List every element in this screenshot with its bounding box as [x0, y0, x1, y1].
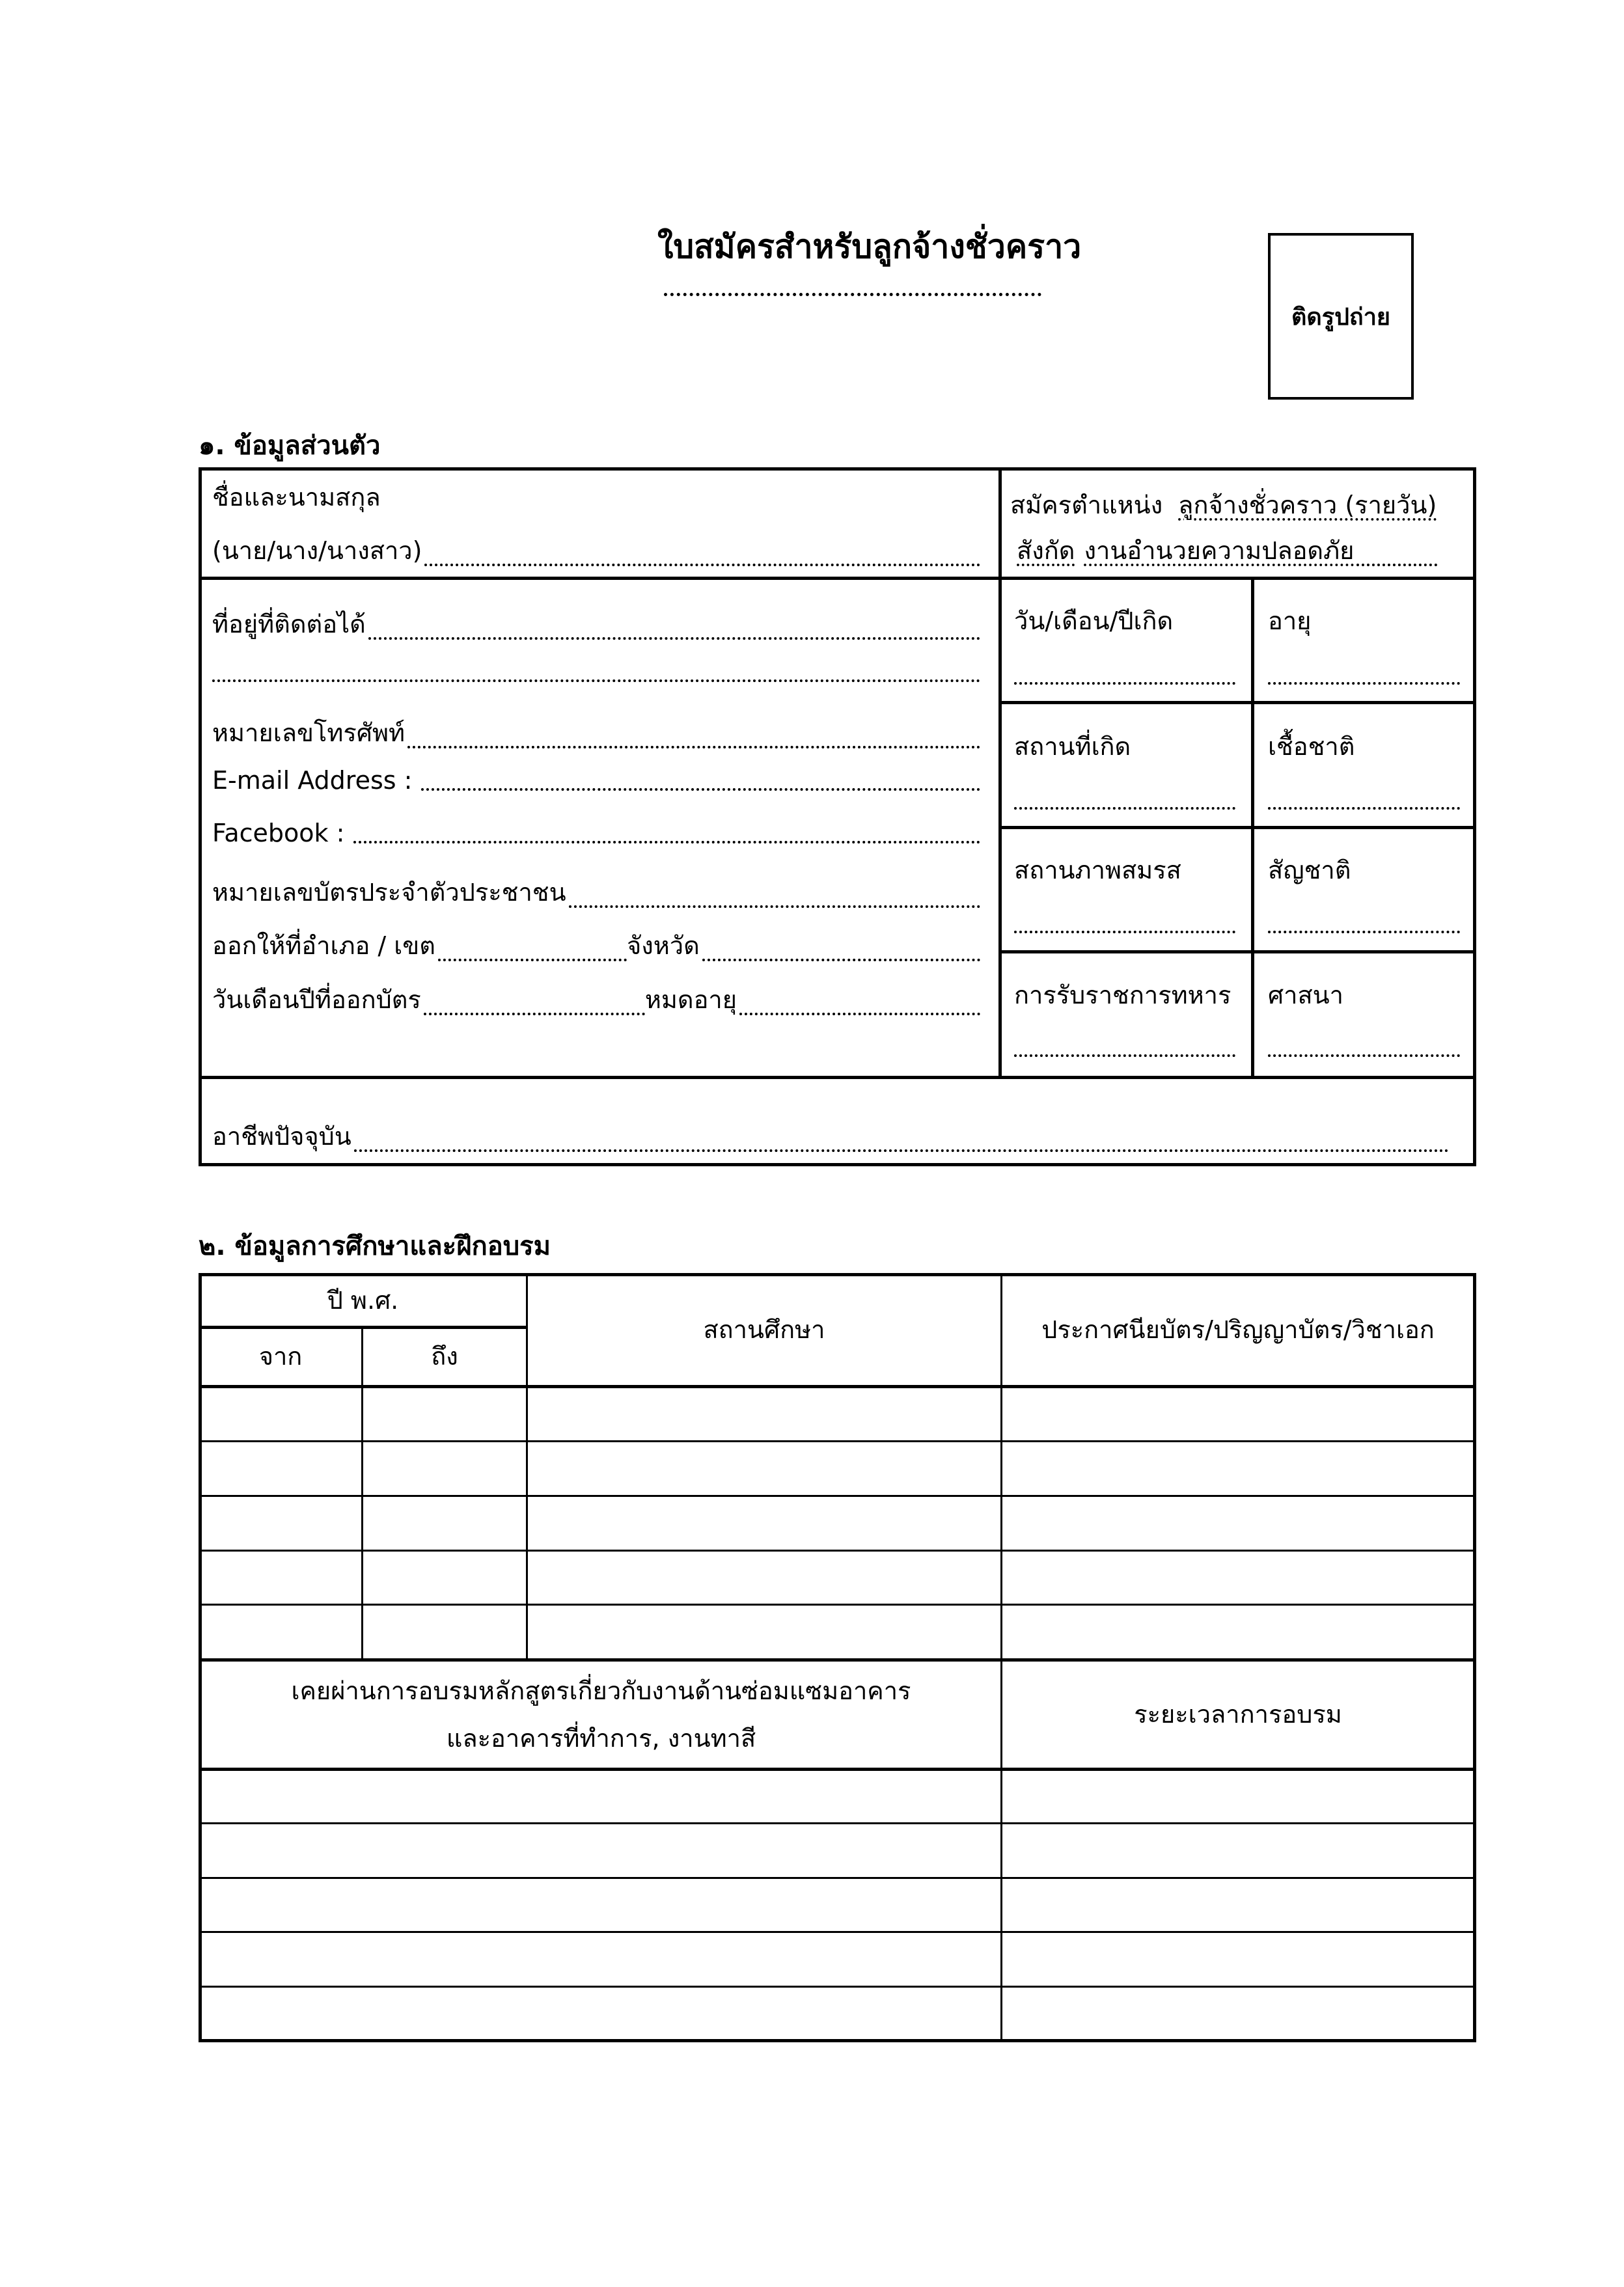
nationality-label: สัญชาติ	[1268, 856, 1351, 884]
education-degree-cell[interactable]	[1002, 1497, 1473, 1549]
training-duration-cell[interactable]	[1002, 1771, 1473, 1822]
military-input-line[interactable]	[1014, 1049, 1235, 1057]
occupation-field[interactable]	[212, 1116, 1449, 1156]
nationality-input-line[interactable]	[1268, 925, 1460, 933]
address-input-line-2[interactable]	[212, 674, 980, 682]
degree-header: ประกาศนียบัตร/ปริญญาบัตร/วิชาเอก	[1041, 1315, 1435, 1344]
form-title: ใบสมัครสำหรับลูกจ้างชั่วคราว	[657, 228, 1082, 266]
military-label: การรับราชการทหาร	[1014, 981, 1232, 1009]
from-header: จาก	[258, 1341, 303, 1371]
issue-date-input-line[interactable]	[424, 1013, 645, 1015]
occupation-input-line[interactable]	[354, 1149, 1449, 1152]
department-field[interactable]	[1017, 530, 1437, 570]
training-duration-header: ระยะเวลาการอบรม	[1134, 1700, 1342, 1729]
id-card-input-line[interactable]	[569, 905, 980, 908]
issue-date-label: วันเดือนปีที่ออกบัตร	[212, 985, 421, 1014]
photo-box	[1268, 233, 1414, 400]
birthplace-label: สถานที่เกิด	[1014, 732, 1131, 761]
training-course-cell[interactable]	[202, 1933, 1000, 1985]
age-input-line[interactable]	[1268, 677, 1460, 685]
education-degree-cell[interactable]	[1002, 1552, 1473, 1604]
name-label: ชื่อและนามสกุล	[212, 483, 381, 512]
phone-field[interactable]	[212, 713, 980, 752]
email-field[interactable]	[212, 766, 980, 795]
training-course-header	[202, 1662, 1000, 1768]
education-institution-cell[interactable]	[528, 1606, 1000, 1658]
address-field[interactable]	[212, 604, 980, 644]
education-degree-cell[interactable]	[1002, 1606, 1473, 1658]
name-prefix-label: (นาย/นาง/นางสาว)	[212, 536, 422, 565]
education-to-cell[interactable]	[363, 1442, 526, 1494]
address-input-line-1[interactable]	[368, 637, 980, 640]
training-duration-cell[interactable]	[1002, 1988, 1473, 2039]
training-duration-cell[interactable]	[1002, 1879, 1473, 1931]
email-label: E-mail Address :	[212, 766, 413, 795]
province-input-line[interactable]	[702, 959, 980, 961]
training-course-cell[interactable]	[202, 1879, 1000, 1931]
birthplace-input-line[interactable]	[1014, 802, 1235, 810]
education-to-cell[interactable]	[363, 1388, 526, 1440]
education-to-cell[interactable]	[363, 1552, 526, 1604]
issued-district-input-line[interactable]	[438, 959, 627, 961]
phone-label: หมายเลขโทรศัพท์	[212, 719, 406, 747]
department-label: สังกัด	[1017, 536, 1075, 565]
age-label: อายุ	[1268, 607, 1312, 635]
to-header: ถึง	[431, 1341, 458, 1371]
education-from-cell[interactable]	[202, 1442, 361, 1494]
section2-heading: ๒. ข้อมูลการศึกษาและฝึกอบรม	[199, 1231, 551, 1261]
religion-input-line[interactable]	[1268, 1049, 1460, 1057]
education-degree-cell[interactable]	[1002, 1442, 1473, 1494]
training-course-cell[interactable]	[202, 1988, 1000, 2039]
training-duration-cell[interactable]	[1002, 1824, 1473, 1876]
facebook-input-line[interactable]	[353, 841, 980, 843]
address-label: ที่อยู่ที่ติดต่อได้	[212, 610, 366, 638]
education-from-cell[interactable]	[202, 1388, 361, 1440]
department-fill-line	[1356, 564, 1437, 566]
race-label: เชื้อชาติ	[1268, 732, 1355, 761]
position-value: ลูกจ้างชั่วคราว (รายวัน)	[1178, 491, 1437, 519]
facebook-field[interactable]	[212, 819, 980, 847]
institution-header: สถานศึกษา	[703, 1315, 825, 1344]
year-header: ปี พ.ศ.	[327, 1285, 399, 1315]
education-institution-cell[interactable]	[528, 1552, 1000, 1604]
birth-date-input-line[interactable]	[1014, 677, 1235, 685]
title-fill-line[interactable]	[664, 286, 1041, 296]
name-field[interactable]	[212, 530, 980, 570]
education-institution-cell[interactable]	[528, 1442, 1000, 1494]
training-course-cell[interactable]	[202, 1771, 1000, 1822]
issue-date-field[interactable]	[212, 979, 980, 1019]
education-degree-cell[interactable]	[1002, 1388, 1473, 1440]
birth-date-label: วัน/เดือน/ปีเกิด	[1014, 607, 1174, 635]
marital-status-label: สถานภาพสมรส	[1014, 856, 1181, 884]
province-label: จังหวัด	[626, 931, 700, 960]
name-input-line[interactable]	[424, 564, 980, 566]
education-institution-cell[interactable]	[528, 1388, 1000, 1440]
phone-input-line[interactable]	[407, 746, 980, 748]
training-course-header-line2: และอาคารที่ทำการ, งานทาสี	[446, 1723, 756, 1753]
training-course-header-line1: เคยผ่านการอบรมหลักสูตรเกี่ยวกับงานด้านซ่อมแซมอาคาร	[291, 1677, 911, 1706]
education-to-cell[interactable]	[363, 1606, 526, 1658]
section1-heading: ๑. ข้อมูลส่วนตัว	[199, 431, 381, 461]
issued-district-label: ออกให้ที่อำเภอ / เขต	[212, 931, 435, 960]
occupation-label: อาชีพปัจจุบัน	[212, 1122, 351, 1151]
education-to-cell[interactable]	[363, 1497, 526, 1549]
marital-status-input-line[interactable]	[1014, 925, 1235, 933]
id-card-label: หมายเลขบัตรประจำตัวประชาชน	[212, 878, 566, 907]
expiry-label: หมดอายุ	[644, 985, 737, 1014]
education-from-cell[interactable]	[202, 1552, 361, 1604]
religion-label: ศาสนา	[1268, 981, 1343, 1009]
education-institution-cell[interactable]	[528, 1497, 1000, 1549]
education-from-cell[interactable]	[202, 1606, 361, 1658]
photo-box-label: ติดรูปถ่าย	[1291, 303, 1391, 331]
training-course-cell[interactable]	[202, 1824, 1000, 1876]
issued-at-field[interactable]	[212, 925, 980, 965]
facebook-label: Facebook :	[212, 819, 345, 847]
education-from-cell[interactable]	[202, 1497, 361, 1549]
department-value: งานอำนวยความปลอดภัย	[1084, 536, 1355, 565]
position-label: สมัครตำแหน่ง	[1010, 491, 1163, 519]
position-field[interactable]	[1010, 485, 1459, 525]
id-card-field[interactable]	[212, 872, 980, 912]
training-duration-cell[interactable]	[1002, 1933, 1473, 1985]
expiry-input-line[interactable]	[739, 1013, 980, 1015]
race-input-line[interactable]	[1268, 802, 1460, 810]
email-input-line[interactable]	[421, 788, 980, 791]
